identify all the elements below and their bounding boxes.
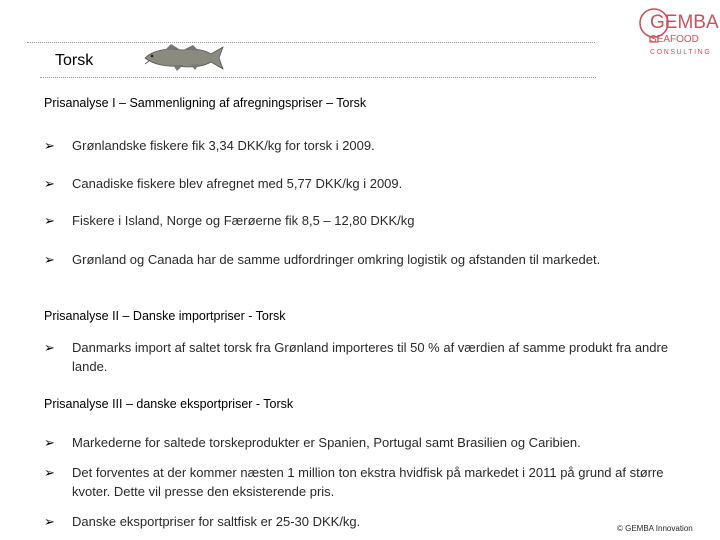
arrow-bullet-icon: ➢ (44, 252, 55, 267)
arrow-bullet-icon: ➢ (44, 514, 55, 529)
section-heading: Prisanalyse II – Danske importpriser - Torsk (44, 309, 286, 323)
top-divider (27, 42, 595, 43)
arrow-bullet-icon: ➢ (44, 213, 55, 228)
arrow-bullet-icon: ➢ (44, 465, 55, 480)
cod-fish-icon (143, 44, 225, 72)
arrow-bullet-icon: ➢ (44, 435, 55, 450)
page-title: Torsk (55, 52, 94, 69)
footer-copyright: © GEMBA Innovation (617, 524, 693, 533)
section-heading: Prisanalyse III – danske eksportpriser - Torsk (44, 397, 294, 411)
arrow-bullet-icon: ➢ (44, 176, 55, 191)
arrow-bullet-icon: ➢ (44, 138, 55, 153)
arrow-bullet-icon: ➢ (44, 340, 55, 355)
logo-line3: CONSULTING (650, 49, 712, 56)
bottom-divider (40, 77, 596, 78)
gemba-logo (636, 4, 719, 62)
logo-line1: GEMBA (650, 12, 719, 33)
section-heading: Prisanalyse I – Sammenligning af afregningspriser – Torsk (44, 96, 367, 110)
logo-line2: SEAFOOD (650, 34, 699, 45)
